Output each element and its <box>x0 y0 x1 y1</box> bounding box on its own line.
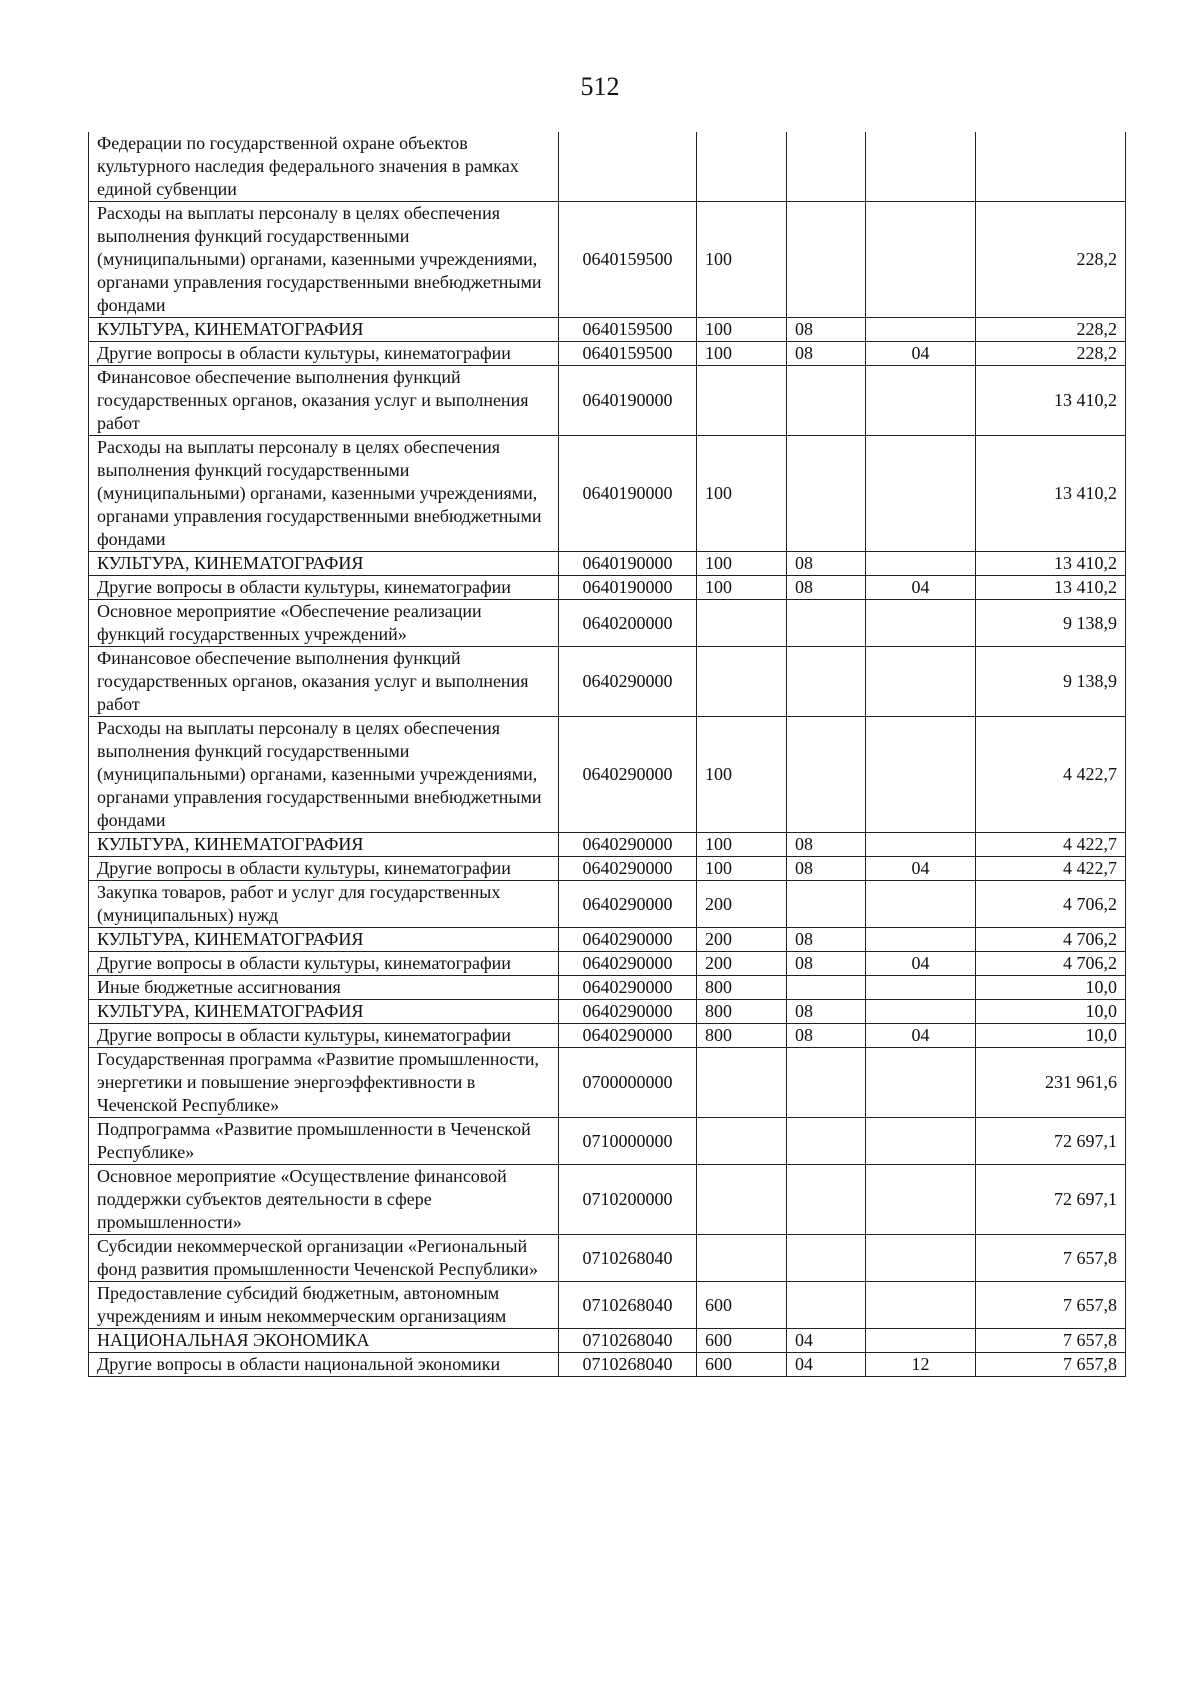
row-target-code: 0640190000 <box>559 552 697 576</box>
row-name: Закупка товаров, работ и услуг для государственных (муниципальных) нужд <box>89 881 559 928</box>
row-amount: 4 706,2 <box>976 952 1126 976</box>
row-target-code: 0710268040 <box>559 1282 697 1329</box>
row-subsection <box>866 552 976 576</box>
row-amount: 7 657,8 <box>976 1282 1126 1329</box>
row-section <box>787 881 866 928</box>
row-section: 08 <box>787 857 866 881</box>
row-amount: 4 706,2 <box>976 881 1126 928</box>
row-name: Федерации по государственной охране объектов культурного наследия федерального значения в рамках единой субвенции <box>89 132 559 202</box>
row-subsection <box>866 318 976 342</box>
row-target-code: 0700000000 <box>559 1048 697 1118</box>
table-row <box>89 366 1126 436</box>
row-expense-type <box>697 132 787 202</box>
row-section <box>787 366 866 436</box>
row-expense-type: 600 <box>697 1329 787 1353</box>
table-row <box>89 436 1126 552</box>
row-subsection <box>866 202 976 318</box>
row-section: 08 <box>787 576 866 600</box>
row-name: Финансовое обеспечение выполнения функций государственных органов, оказания услуг и выполнения работ <box>89 647 559 717</box>
row-expense-type: 100 <box>697 436 787 552</box>
row-expense-type: 100 <box>697 833 787 857</box>
row-amount: 10,0 <box>976 976 1126 1000</box>
row-target-code: 0640290000 <box>559 1024 697 1048</box>
row-section <box>787 976 866 1000</box>
row-expense-type: 800 <box>697 976 787 1000</box>
row-expense-type: 100 <box>697 342 787 366</box>
row-section <box>787 1235 866 1282</box>
row-name: Другие вопросы в области культуры, кинематографии <box>89 1024 559 1048</box>
row-subsection <box>866 1282 976 1329</box>
row-target-code: 0640290000 <box>559 647 697 717</box>
row-subsection: 12 <box>866 1353 976 1377</box>
row-target-code: 0640190000 <box>559 576 697 600</box>
row-target-code: 0640190000 <box>559 366 697 436</box>
row-expense-type <box>697 600 787 647</box>
row-section: 08 <box>787 342 866 366</box>
row-name: Иные бюджетные ассигнования <box>89 976 559 1000</box>
row-amount: 9 138,9 <box>976 647 1126 717</box>
row-subsection <box>866 1118 976 1165</box>
row-expense-type: 100 <box>697 857 787 881</box>
row-name: НАЦИОНАЛЬНАЯ ЭКОНОМИКА <box>89 1329 559 1353</box>
row-target-code: 0710000000 <box>559 1118 697 1165</box>
row-section: 08 <box>787 318 866 342</box>
table-row <box>89 1118 1126 1165</box>
row-name: КУЛЬТУРА, КИНЕМАТОГРАФИЯ <box>89 1000 559 1024</box>
table-row <box>89 1024 1126 1048</box>
row-target-code: 0640159500 <box>559 318 697 342</box>
row-amount: 72 697,1 <box>976 1118 1126 1165</box>
row-target-code: 0640290000 <box>559 976 697 1000</box>
table-row <box>89 600 1126 647</box>
row-section <box>787 1282 866 1329</box>
row-subsection <box>866 436 976 552</box>
row-expense-type <box>697 1235 787 1282</box>
row-amount: 4 706,2 <box>976 928 1126 952</box>
row-amount: 228,2 <box>976 202 1126 318</box>
row-name: КУЛЬТУРА, КИНЕМАТОГРАФИЯ <box>89 318 559 342</box>
row-section <box>787 1165 866 1235</box>
table-row <box>89 1329 1126 1353</box>
row-amount: 10,0 <box>976 1024 1126 1048</box>
row-subsection: 04 <box>866 1024 976 1048</box>
row-name: Предоставление субсидий бюджетным, автономным учреждениям и иным некоммерческим организациям <box>89 1282 559 1329</box>
row-section: 08 <box>787 833 866 857</box>
row-target-code: 0710268040 <box>559 1235 697 1282</box>
row-section <box>787 132 866 202</box>
row-name: Государственная программа «Развитие промышленности, энергетики и повышение энергоэффективности в Чеченской Республике» <box>89 1048 559 1118</box>
row-expense-type <box>697 1118 787 1165</box>
row-expense-type: 800 <box>697 1024 787 1048</box>
row-name: Другие вопросы в области культуры, кинематографии <box>89 576 559 600</box>
row-amount: 4 422,7 <box>976 833 1126 857</box>
row-expense-type: 200 <box>697 881 787 928</box>
row-subsection <box>866 1165 976 1235</box>
row-name: Другие вопросы в области культуры, кинематографии <box>89 857 559 881</box>
table-row <box>89 976 1126 1000</box>
row-expense-type: 200 <box>697 928 787 952</box>
row-subsection: 04 <box>866 342 976 366</box>
budget-table <box>88 132 1126 1377</box>
row-section: 04 <box>787 1329 866 1353</box>
row-section <box>787 1118 866 1165</box>
row-amount: 4 422,7 <box>976 857 1126 881</box>
row-section <box>787 600 866 647</box>
row-expense-type: 600 <box>697 1282 787 1329</box>
row-amount: 228,2 <box>976 318 1126 342</box>
table-row <box>89 342 1126 366</box>
row-expense-type: 100 <box>697 318 787 342</box>
row-section <box>787 1048 866 1118</box>
row-section: 08 <box>787 1000 866 1024</box>
row-section <box>787 202 866 318</box>
row-expense-type: 200 <box>697 952 787 976</box>
row-expense-type <box>697 647 787 717</box>
row-subsection: 04 <box>866 576 976 600</box>
row-amount: 7 657,8 <box>976 1235 1126 1282</box>
row-subsection <box>866 366 976 436</box>
row-amount: 9 138,9 <box>976 600 1126 647</box>
row-subsection <box>866 881 976 928</box>
row-target-code <box>559 132 697 202</box>
row-subsection <box>866 1329 976 1353</box>
row-name: Основное мероприятие «Обеспечение реализации функций государственных учреждений» <box>89 600 559 647</box>
row-subsection <box>866 1048 976 1118</box>
row-subsection <box>866 717 976 833</box>
table-row <box>89 647 1126 717</box>
row-section <box>787 717 866 833</box>
row-name: Расходы на выплаты персоналу в целях обеспечения выполнения функций государственными (муниципальными) органами, казенными учреждениями, органами управления государственными внебюджетными фондами <box>89 717 559 833</box>
table-row <box>89 1235 1126 1282</box>
row-name: Финансовое обеспечение выполнения функций государственных органов, оказания услуг и выполнения работ <box>89 366 559 436</box>
row-target-code: 0640290000 <box>559 717 697 833</box>
row-section <box>787 436 866 552</box>
table-row <box>89 952 1126 976</box>
table-row <box>89 1165 1126 1235</box>
row-target-code: 0640290000 <box>559 1000 697 1024</box>
table-row <box>89 202 1126 318</box>
row-name: Субсидии некоммерческой организации «Региональный фонд развития промышленности Чеченской Республики» <box>89 1235 559 1282</box>
row-section: 08 <box>787 952 866 976</box>
row-amount: 13 410,2 <box>976 366 1126 436</box>
row-section <box>787 647 866 717</box>
row-target-code: 0640290000 <box>559 833 697 857</box>
row-expense-type: 800 <box>697 1000 787 1024</box>
row-amount: 13 410,2 <box>976 552 1126 576</box>
row-name: Расходы на выплаты персоналу в целях обеспечения выполнения функций государственными (муниципальными) органами, казенными учреждениями, органами управления государственными внебюджетными фондами <box>89 436 559 552</box>
row-expense-type <box>697 1165 787 1235</box>
row-section: 08 <box>787 552 866 576</box>
row-name: Другие вопросы в области национальной экономики <box>89 1353 559 1377</box>
table-row <box>89 1000 1126 1024</box>
row-subsection <box>866 132 976 202</box>
row-name: КУЛЬТУРА, КИНЕМАТОГРАФИЯ <box>89 833 559 857</box>
row-target-code: 0640290000 <box>559 928 697 952</box>
row-section: 04 <box>787 1353 866 1377</box>
row-name: Основное мероприятие «Осуществление финансовой поддержки субъектов деятельности в сфере промышленности» <box>89 1165 559 1235</box>
row-target-code: 0640190000 <box>559 436 697 552</box>
row-expense-type <box>697 1048 787 1118</box>
row-subsection <box>866 833 976 857</box>
row-target-code: 0710268040 <box>559 1353 697 1377</box>
row-subsection <box>866 1235 976 1282</box>
page-number: 512 <box>580 72 620 101</box>
table-row <box>89 576 1126 600</box>
table-row <box>89 857 1126 881</box>
row-amount: 4 422,7 <box>976 717 1126 833</box>
row-amount: 72 697,1 <box>976 1165 1126 1235</box>
row-target-code: 0640159500 <box>559 202 697 318</box>
row-amount: 231 961,6 <box>976 1048 1126 1118</box>
row-expense-type: 100 <box>697 202 787 318</box>
row-amount: 7 657,8 <box>976 1329 1126 1353</box>
table-row <box>89 1353 1126 1377</box>
row-expense-type: 100 <box>697 717 787 833</box>
row-expense-type: 600 <box>697 1353 787 1377</box>
row-expense-type <box>697 366 787 436</box>
table-row <box>89 1282 1126 1329</box>
row-target-code: 0710200000 <box>559 1165 697 1235</box>
table-row <box>89 928 1126 952</box>
table-row <box>89 318 1126 342</box>
table-row <box>89 132 1126 202</box>
row-subsection: 04 <box>866 857 976 881</box>
row-target-code: 0640159500 <box>559 342 697 366</box>
row-target-code: 0640290000 <box>559 952 697 976</box>
row-subsection <box>866 600 976 647</box>
row-name: Другие вопросы в области культуры, кинематографии <box>89 952 559 976</box>
row-section: 08 <box>787 1024 866 1048</box>
row-amount: 7 657,8 <box>976 1353 1126 1377</box>
row-subsection <box>866 976 976 1000</box>
row-target-code: 0640200000 <box>559 600 697 647</box>
row-subsection <box>866 928 976 952</box>
row-amount <box>976 132 1126 202</box>
row-subsection <box>866 1000 976 1024</box>
table-row <box>89 833 1126 857</box>
row-expense-type: 100 <box>697 576 787 600</box>
row-amount: 228,2 <box>976 342 1126 366</box>
row-name: КУЛЬТУРА, КИНЕМАТОГРАФИЯ <box>89 928 559 952</box>
row-expense-type: 100 <box>697 552 787 576</box>
table-row <box>89 717 1126 833</box>
row-amount: 10,0 <box>976 1000 1126 1024</box>
row-name: Другие вопросы в области культуры, кинематографии <box>89 342 559 366</box>
row-target-code: 0710268040 <box>559 1329 697 1353</box>
row-target-code: 0640290000 <box>559 881 697 928</box>
row-amount: 13 410,2 <box>976 436 1126 552</box>
table-row <box>89 552 1126 576</box>
row-subsection <box>866 647 976 717</box>
row-amount: 13 410,2 <box>976 576 1126 600</box>
row-target-code: 0640290000 <box>559 857 697 881</box>
row-name: Расходы на выплаты персоналу в целях обеспечения выполнения функций государственными (муниципальными) органами, казенными учреждениями, органами управления государственными внебюджетными фондами <box>89 202 559 318</box>
row-section: 08 <box>787 928 866 952</box>
row-subsection: 04 <box>866 952 976 976</box>
row-name: Подпрограмма «Развитие промышленности в Чеченской Республике» <box>89 1118 559 1165</box>
table-row <box>89 1048 1126 1118</box>
table-row <box>89 881 1126 928</box>
row-name: КУЛЬТУРА, КИНЕМАТОГРАФИЯ <box>89 552 559 576</box>
